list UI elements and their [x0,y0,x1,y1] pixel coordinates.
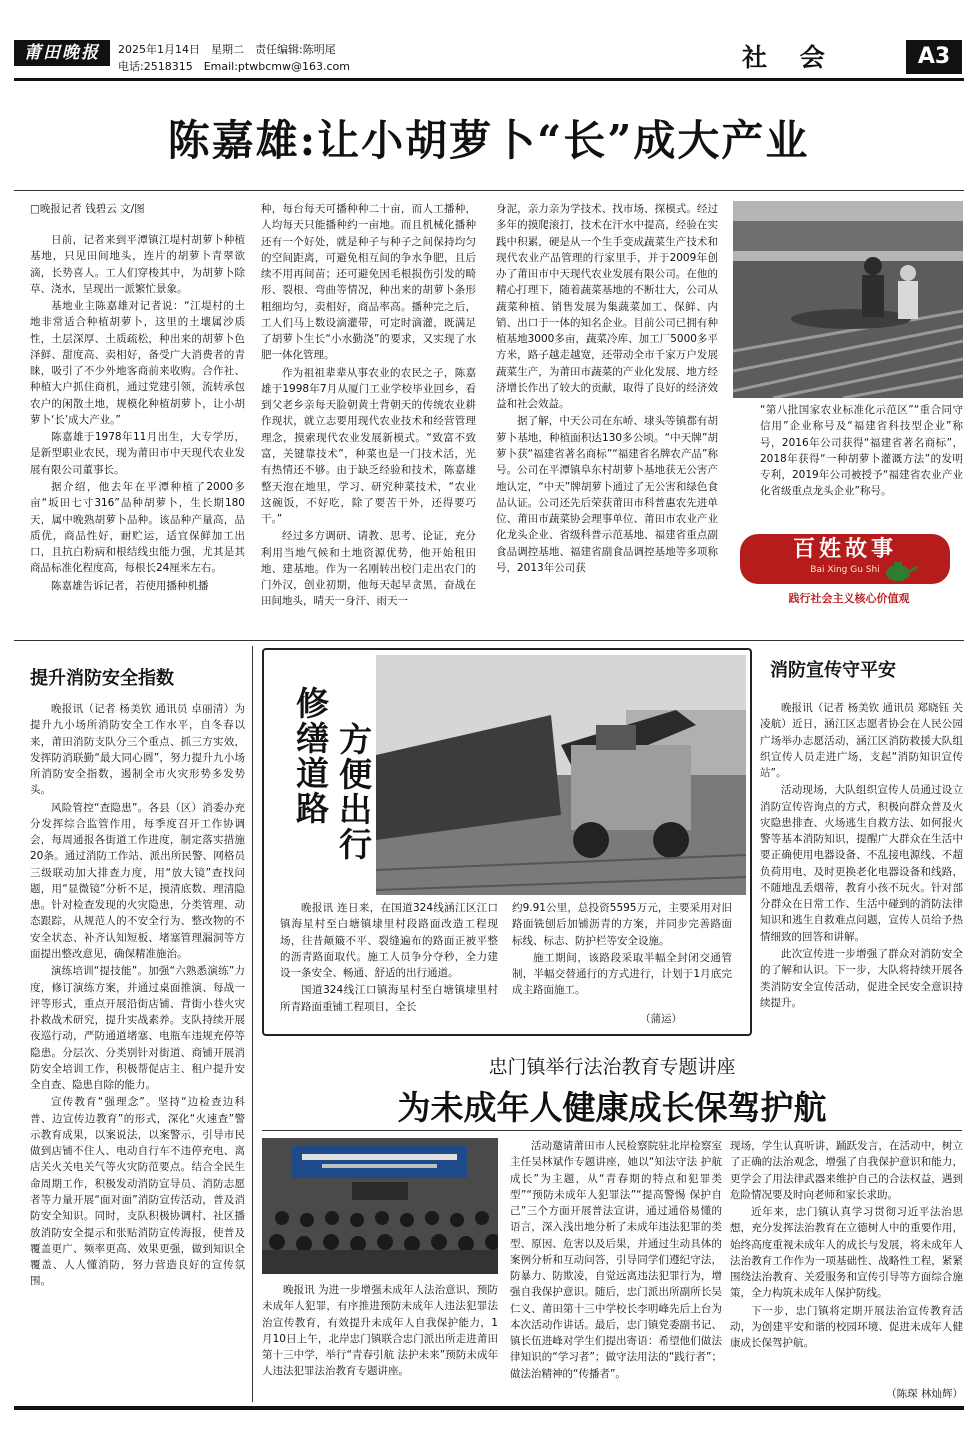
page-number: A3 [906,40,962,74]
road-credit: （蒲运） [640,1013,682,1025]
fire-publicity-body [760,700,963,1036]
paragraph: 现场，学生认真听讲，踊跃发言，在活动中，树立了正确的法治观念，增强了自我保护意识和能力，更学会了用法律武器来维护自己的合法权益，遇到危险情况要及时向老师和家长求助。 [730,1140,963,1201]
legal-col-1 [262,1282,498,1402]
paragraph: 种，每台每天可播种种二十亩，而人工播种，人均每天只能播种约一亩地。而且机械化播种还有一个好处，就是种子与种子之间保持均匀的空间距离，可避免相互间的争水争肥，且后续不用再间苗；还可避免因毛根损伤引发的畸形、裂根、弯曲等情况，种出来的胡萝卜条形粗细均匀，卖相好，商品率高。播种完之后，工人们马上数设滴灌带，可定时滴灌，既满足了胡萝卜生长“小水勤浇”的要求，又实现了水肥一体化管理。 [261,203,476,362]
paragraph: 此次宣传进一步增强了群众对消防安全的了解和认识。下一步，大队将持续开展各类消防安全宣传活动，促进全民安全意识持续提升。 [760,947,963,1009]
paragraph: 近年来，忠门镇认真学习贯彻习近平法治思想，充分发挥法治教育在立德树人中的重要作用，始终高度重视未成年人的成长与发展，将未成年人法治教育工作作为一项基础性、战略性工程，紧紧围绕法治教育、关爱服务和宣传引导等方面综合施策，全力构筑未成年人保护防线。 [730,1206,963,1300]
paragraph: 据了解，中天公司在东峤、埭头等镇都有胡萝卜基地，种植面积达130多公顷。“中天牌”胡萝卜获“福建省著名商标”“福建省名牌农产品”称号。公司在平潭镇阜东村胡萝卜基地获无公害产地认定，“中天”牌胡萝卜通过了无公害和绿色食品认证。公司还先后荣获莆田市科普惠农先进单位、莆田市蔬菜协会理事单位、莆田市农业产业化龙头企业、省级科普示范基地、福建省重点副食品调控基地、福建省副食品调控基地等多项称号，2013年公司获 [496,415,718,574]
lead-col-1 [30,232,245,637]
lead-byline: □晚报记者 钱碧云 文/图 [30,203,145,215]
brand-slogan: 践行社会主义核心价值观 [788,592,910,605]
paragraph: 晚报讯（记者 杨美钦 通讯员 卓丽清）为提升九小场所消防安全工作水平，自冬春以来，莆田消防支队分三个重点、抓三方实效，发挥防消联勤“最大同心圆”，努力提升九小场所消防安全指数，遏制全市火灾形势多发势头。 [30,703,245,797]
paragraph: 日前，记者来到平潭镇江堤村胡萝卜种植基地，只见田间地头，连片的胡萝卜青翠欲滴，长势喜人。工人们穿梭其中，为胡萝卜除草、浇水，呈现出一派繁忙景象。 [30,234,245,295]
section-title: 社 会 [742,43,837,72]
paragraph: 晚报讯 为进一步增强未成年人法治意识，预防未成年人犯罪，有序推进预防未成年人违法犯罪法治宣传教育，有效提升未成年人自我保护能力，1月10日上午，北岸忠门镇联合忠门派出所走进莆田第十三中学，举行“青春引航 法护未来”预防未成年人违法犯罪法治教育专题讲座。 [262,1284,498,1378]
lead-col-2 [261,201,476,637]
brand-pinyin: Bai Xing Gu Shi [810,565,880,575]
paragraph: 施工期间，该路段采取半幅全封闭交通管制，半幅交替通行的方式进行，计划于1月底完成主路面施工。 [512,951,732,997]
road-col-1 [280,900,498,1030]
paragraph: 宣传教育“强理念”。坚持“边检查边科普、边宣传边教育”的形式，深化“火速查”警示教育成果，以案说法，以案警示，引导市民做到店铺不住人、电动自行车不违停充电、离店关火关电关气等火灾防范要点。结合全民生命周期工作，积极发动消防宣导员、消防志愿者等力量开展“面对面”消防宣传活动，普及消防安全知识。同时，支队积极协调村、社区播放消防安全提示和张贴消防宣传海报，使普及覆盖更广、频率更高、效果更强，做到知识全覆盖、人人懂消防，努力营造良好的宣传氛围。 [30,1096,245,1288]
farm-photo-illustration [733,201,963,398]
lecture-illustration [262,1138,498,1274]
left-column-divider [252,646,253,1402]
header-date-line: 2025年1月14日 星期二 责任编辑:陈明尾 [118,43,336,56]
paragraph: 陈嘉雄告诉记者，若使用播种机播 [51,579,209,592]
road-title-a: 修缮道路 [291,686,330,826]
newspaper-logo: 莆田晚报 [14,40,110,66]
brand-title: 百姓故事 [792,536,897,562]
paragraph: 经过多方调研、请教、思考、论证，充分利用当地气候和土地资源优势，他开始租田地、建基地。作为一名刚转出校门走出农门的门外汉，创业初期，他每天起早贪黑，奋战在田间地头，晴天一身汗、雨天一 [261,530,476,608]
legal-col-2 [510,1138,722,1402]
fire-index-body [30,701,245,1401]
header-contact-line: 电话:2518315 Email:ptwbcmw@163.com [118,60,350,73]
paragraph: 陈嘉雄于1978年11月出生，大专学历，是新型职业农民，现为莆田市中天现代农业发展有限公司董事长。 [30,431,245,476]
footer-rule [14,1406,964,1410]
road-col-2 [512,900,732,1010]
road-title-b: 方便出行 [334,722,373,862]
lecture-photo [262,1138,498,1274]
paragraph: 活动现场，大队组织宣传人员通过设立消防宣传咨询点的方式，积极向群众普及火灾隐患排查、火场逃生自救方法、如何报火警等基本消防知识，提醒广大群众在生活中要正确使用电器设备、不乱接电源线、不超负荷用电、及时更换老化电器设备和线路，不随地乱丢烟蒂，教育小孩不玩火。针对部分群众在日常工作、生活中碰到的消防法律知识和逃生自救难点问题，宣传人员给予热情细致的回答和讲解。 [760,784,963,943]
paragraph: 演练培训“提技能”。加强“六熟悉演练”力度，修订演练方案，并通过桌面推演、每战一评等形式，重点开展沿街店铺、背街小巷火灾扑救战术研究，提升实战素养。支队持续开展夜巡行动，严防通道堵塞、电瓶车违规充停等隐患。分层次、分类别针对街道、商铺开展消防安全培训工作，积极帮促店主、租户提升安全自查、隐患自除的能力。 [30,965,245,1092]
farm-photo-caption: “第八批国家农业标准化示范区”“重合同守信用”企业称号及“福建省科技型企业”称号，2016年公司获得“福建省著名商标”，2018年获得“一种胡萝卜灌溉方法”的发明专利，2019年公司被授予“福建省农业产业化省级重点龙头企业”称号。 [760,404,963,498]
paragraph: 活动邀请莆田市人民检察院驻北岸检察室主任吴林斌作专题讲座，她以“知法守法 护航成长”为主题，从“青春期的特点和犯罪类型”“预防未成年人犯罪法”“提高警惕 保护自己”三个方面开展普法宣讲，通过通俗易懂的语言，深入浅出地分析了未成年违法犯罪的类型、原因、危害以及后果，并通过生动具体的案例分析和互动问答，引导同学们遵纪守法，防暴力、防欺凌，自觉远离违法犯罪行为，增强自我保护意识。随后，忠门派出所副所长吴仁义、莆田第十三中学校长李明峰先后上台为本次活动作讲话。最后，忠门镇党委副书记、镇长伍进峰对学生们提出寄语：希望他们做法律知识的“学习者”；做守法用法的“践行者”；做法治精神的“传播者”。 [510,1140,722,1380]
paragraph: 约9.91公里，总投资5595万元，主要采用对旧路面铣刨后加铺沥青的方案，并同步完善路面标线、标志、防护栏等安全设施。 [512,902,732,947]
legal-headline: 为未成年人健康成长保驾护航 [397,1088,827,1127]
header-rule [14,78,964,81]
brand-badge [740,534,950,584]
fire-index-title: 提升消防安全指数 [30,668,174,689]
legal-top-rule [262,1130,962,1131]
legal-kicker: 忠门镇举行法治教育专题讲座 [488,1056,736,1078]
paragraph: 晚报讯（记者 杨美钦 通讯员 郑晓钰 关凌航）近日，涵江区志愿者协会在人民公园广场举办志愿活动，涵江区消防救援大队组织宣传人员走进广场，支起“消防知识宣传站”。 [760,702,963,780]
paving-machine-illustration [376,655,746,895]
teapot-icon [880,560,918,582]
paragraph: 下一步，忠门镇将定期开展法治宣传教育活动，为创建平安和谐的校园环境、促进未成年人健康成长保驾护航。 [730,1304,963,1350]
legal-credit: （陈琛 林灿辉） [886,1388,963,1400]
paragraph: 据介绍，他去年在平潭种植了2000多亩“坂田七寸316”品种胡萝卜，生长期180天，属中晚熟胡萝卜品种。该品种产量高，品质优，商品性好，耐贮运，适宜保鲜加工出口，且抗白粉病和根结线虫能力强，尤其是其商品标准化程度高，每根长24厘米左右。 [30,480,245,575]
legal-col-3 [730,1138,963,1388]
paragraph: 作为祖祖辈辈从事农业的农民之子，陈嘉雄于1998年7月从厦门工业学校毕业回乡，看到父老乡亲每天脸朝黄土背朝天的传统农业耕作现状，就立志要用现代农业技术和经营管理理念，摸索现代农业发展新模式。“致富不致富，关键靠技术”，种菜也是一门技术活，光有热情还不够。由于缺乏经验和技术，陈嘉雄整天泡在地里，学习、研究种菜技术，“农业这碗饭，不好吃，除了要苦干外，还得要巧干。” [261,366,476,526]
paragraph: 晚报讯 连日来，在国道324线涵江区江口镇海星村至白塘镇埭里村段路面改造工程现场，往昔颠簸不平、裂缝遍布的路面正被平整的沥青路面取代。施工人员争分夺秒，全力建设一条安全、畅通、舒适的出行通道。 [280,902,498,980]
fire-publicity-title: 消防宣传守平安 [770,660,896,681]
lead-headline: 陈嘉雄:让小胡萝卜“长”成大产业 [167,116,810,165]
paragraph: 身泥，亲力亲为学技术、找市场、探模式。经过多年的摸爬滚打，技术在汗水中提高，经验在实践中积累，硬是从一个生手变成蔬菜生产技术和现代农业产品管理的行家里手，并于2009年创办了莆田市中天现代农业发展有限公司。在他的精心打理下，随着蔬菜基地的不断壮大，公司从蔬菜种植、销售发展为集蔬菜加工、保鲜、内销、出口于一体的知名企业。目前公司已拥有种植基地3000多亩，蔬菜冷库、加工厂5000多平方米，路子越走越宽，还带动全市千家万户发展蔬菜生产，为莆田市蔬菜的产业化发展、地方经济增长作出了较大的贡献，取得了良好的经济效益和社会效益。 [496,203,718,411]
paragraph: 风险管控“查隐患”。各县（区）消委办充分发挥综合监管作用，每季度召开工作协调会，每周通报各街道工作进度，制定落实措施20条。通过消防工作站、派出所民警、网格员三级联动加大排查力度，用“放大镜”查找问题，用“显微镜”分析不足，摸清底数、理清隐患。针对检查发现的火灾隐患，分类管理、动态跟踪，从规范人的不安全行为、整改物的不安全状态、补齐认知短板、堵塞管理漏洞等方面提出整改意见，确保精准施治。 [30,801,245,960]
lead-col-3 [496,201,718,637]
paragraph: 国道324线江口镇海星村至白塘镇埭里村所青路面重铺工程项目，全长 [280,984,498,1013]
farm-photo [733,201,963,398]
paving-machine-photo [376,655,746,895]
paragraph: 基地业主陈嘉雄对记者说：“江堤村的土地非常适合种植胡萝卜，这里的土壤属沙质性，土层深厚、土质疏松，种出来的胡萝卜色泽鲜、甜度高、卖相好，备受广大消费者的青睐，吸引了不少外地客商前来收购。合作社、种植大户抓住商机，通过党建引领，流转承包农户的闲散土地，规模化种植胡萝卜，让小胡萝卜‘长’成大产业。” [30,300,245,426]
lead-top-rule [14,190,964,191]
lead-bottom-rule [14,640,964,641]
